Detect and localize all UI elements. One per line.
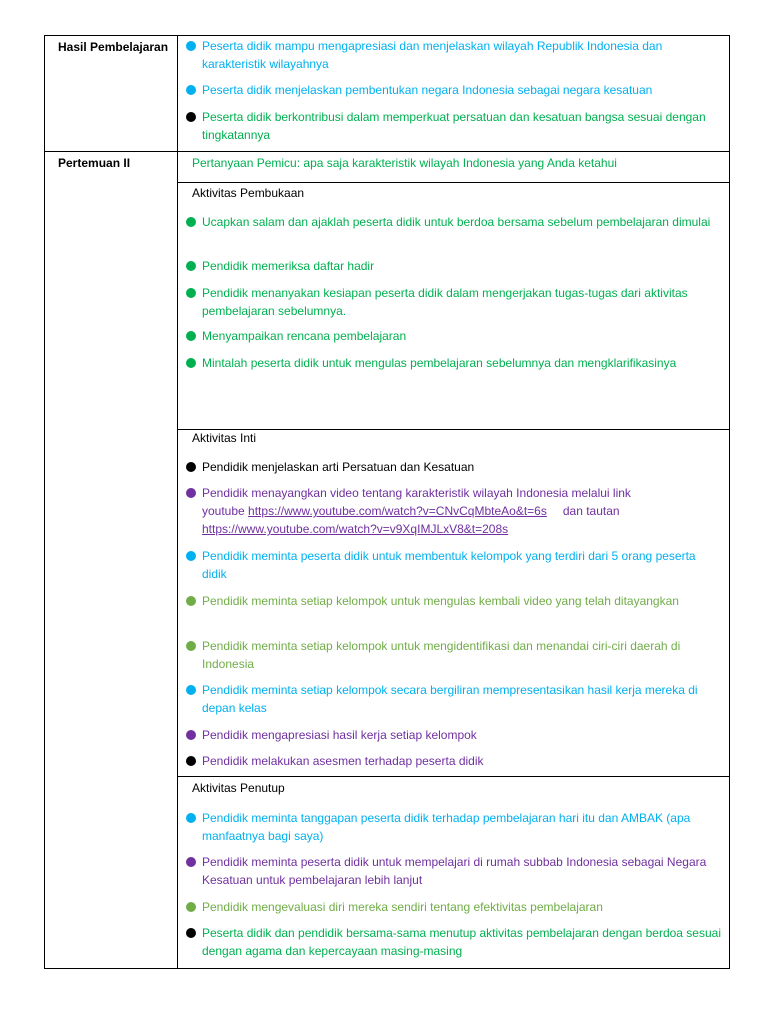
video-prefix: youtube [202, 504, 249, 518]
bullet-dot [186, 462, 196, 472]
hasil-item-2 [186, 81, 722, 99]
inti-title: Aktivitas Inti [192, 431, 257, 445]
inti-item-text: Pendidik mengapresiasi hasil kerja setiap kelompok [202, 728, 477, 742]
pembukaan-item-1 [186, 213, 722, 231]
bullet-dot [186, 928, 196, 938]
bullet-dot [186, 41, 196, 51]
bullet-dot [186, 261, 196, 271]
penutup-title: Aktivitas Penutup [192, 781, 285, 795]
row-divider-pertemuan [44, 151, 730, 152]
inti-item-text: Pendidik meminta peserta didik untuk membentuk kelompok yang terdiri dari 5 orang peserta didik [202, 549, 696, 581]
bullet-dot [186, 857, 196, 867]
bullet-dot [186, 488, 196, 498]
video-line-3 [202, 520, 722, 538]
penutup-item-1 [186, 809, 722, 845]
inti-item-6 [186, 681, 722, 717]
inti-item-text: Pendidik menjelaskan arti Persatuan dan Kesatuan [202, 460, 475, 474]
penutup-item-text: Pendidik meminta peserta didik untuk mempelajari di rumah subbab Indonesia sebagai Negara Kesatuan untuk pembelajaran lebih lanjut [202, 855, 707, 887]
video-middle-text: dan tautan [562, 504, 620, 518]
border-top [44, 35, 730, 36]
pembukaan-title: Aktivitas Pembukaan [192, 186, 305, 200]
border-right [729, 35, 730, 969]
penutup-item-text: Pendidik mengevaluasi diri mereka sendiri tentang efektivitas pembelajaran [202, 900, 603, 914]
penutup-item-3 [186, 898, 722, 916]
inti-item-4 [186, 592, 722, 610]
bullet-dot [186, 902, 196, 912]
inti-item-text: Pendidik melakukan asesmen terhadap peserta didik [202, 754, 484, 768]
pertemuan-label: Pertemuan II [58, 156, 131, 170]
hasil-pembelajaran-label: Hasil Pembelajaran [58, 40, 169, 54]
video-line-2 [202, 502, 722, 520]
hasil-item-text: Peserta didik menjelaskan pembentukan negara Indonesia sebagai negara kesatuan [202, 83, 653, 97]
pembukaan-item-4 [186, 327, 722, 345]
youtube-link-1[interactable]: https://www.youtube.com/watch?v=CNvCqMbteAo&t=6s [248, 504, 547, 518]
bullet-dot [186, 288, 196, 298]
hasil-item-1 [186, 37, 722, 73]
inti-item-text: Pendidik meminta setiap kelompok untuk mengulas kembali video yang telah ditayangkan [202, 594, 679, 608]
pertanyaan-pemicu: Pertanyaan Pemicu: apa saja karakteristik wilayah Indonesia yang Anda ketahui [192, 156, 617, 170]
pembukaan-item-text: Ucapkan salam dan ajaklah peserta didik untuk berdoa bersama sebelum pembelajaran dimulai [202, 215, 711, 229]
video-item-body [202, 484, 722, 538]
penutup-item-text: Peserta didik dan pendidik bersama-sama menutup aktivitas pembelajaran dengan berdoa sesuai dengan agama dan kepercayaan masing-masing [202, 926, 721, 958]
bullet-dot [186, 685, 196, 695]
pembukaan-item-text: Pendidik menanyakan kesiapan peserta didik dalam mengerjakan tugas-tugas dari aktivitas pembelajaran sebelumnya. [202, 286, 688, 318]
video-line-1: Pendidik menayangkan video tentang karakteristik wilayah Indonesia melalui link [202, 486, 631, 500]
pembukaan-item-text: Menyampaikan rencana pembelajaran [202, 329, 407, 343]
penutup-item-2 [186, 853, 722, 889]
bullet-dot [186, 358, 196, 368]
hasil-item-3 [186, 108, 722, 144]
bullet-dot [186, 756, 196, 766]
bullet-dot [186, 730, 196, 740]
hasil-item-text: Peserta didik mampu mengapresiasi dan menjelaskan wilayah Republik Indonesia dan karakteristik wilayahnya [202, 39, 663, 71]
border-bottom [44, 968, 730, 969]
column-divider [177, 35, 178, 969]
pembukaan-item-5 [186, 354, 722, 372]
inti-item-5 [186, 637, 722, 673]
bullet-dot [186, 112, 196, 122]
bullet-dot [186, 331, 196, 341]
inti-item-text: Pendidik meminta setiap kelompok secara bergiliran mempresentasikan hasil kerja mereka di depan kelas [202, 683, 698, 715]
bullet-dot [186, 85, 196, 95]
bullet-dot [186, 551, 196, 561]
row-divider-penutup [177, 776, 730, 777]
row-divider-pembukaan [177, 182, 730, 183]
inti-item-3 [186, 547, 722, 583]
youtube-link-2[interactable]: https://www.youtube.com/watch?v=v9XqIMJLxV8&t=208s [202, 522, 509, 536]
pembukaan-item-2 [186, 257, 722, 275]
bullet-dot [186, 641, 196, 651]
inti-item-8 [186, 752, 722, 770]
bullet-dot [186, 596, 196, 606]
inti-item-7 [186, 726, 722, 744]
pembukaan-item-text: Pendidik memeriksa daftar hadir [202, 259, 375, 273]
hasil-item-text: Peserta didik berkontribusi dalam memperkuat persatuan dan kesatuan bangsa sesuai dengan tingkatannya [202, 110, 706, 142]
border-left [44, 35, 45, 969]
penutup-item-4 [186, 924, 722, 960]
row-divider-inti [177, 429, 730, 430]
inti-item-1 [186, 458, 722, 476]
bullet-dot [186, 813, 196, 823]
bullet-dot [186, 217, 196, 227]
pembukaan-item-3 [186, 284, 722, 320]
inti-video-item [186, 484, 722, 538]
inti-item-text: Pendidik meminta setiap kelompok untuk mengidentifikasi dan menandai ciri-ciri daerah di Indonesia [202, 639, 681, 671]
penutup-item-text: Pendidik meminta tanggapan peserta didik terhadap pembelajaran hari itu dan AMBAK (apa manfaatnya bagi saya) [202, 811, 691, 843]
pembukaan-item-text: Mintalah peserta didik untuk mengulas pembelajaran sebelumnya dan mengklarifikasinya [202, 356, 677, 370]
